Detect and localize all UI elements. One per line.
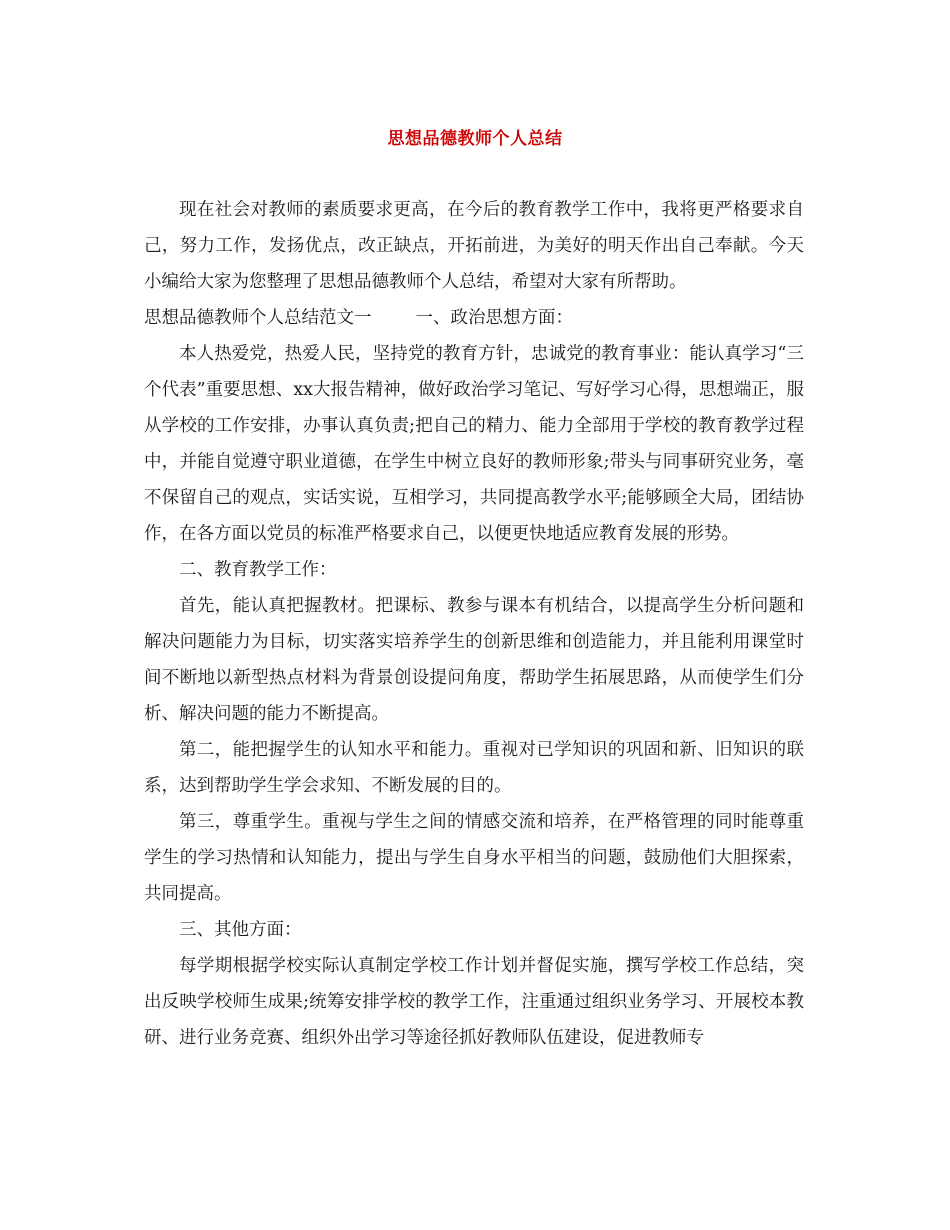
section3-paragraph-1: 每学期根据学校实际认真制定学校工作计划并督促实施，撰写学校工作总结，突出反映学校师生成果;统筹安排学校的教学工作，注重通过组织业务学习、开展校本教研、进行业务竞赛、组织外出学习等途径抓好教师队伍建设，促进教师专 — [144, 956, 804, 1048]
section1-heading: 一、政治思想方面： — [415, 308, 573, 328]
sample-label: 思想品德教师个人总结范文一 — [144, 308, 372, 328]
document-body — [144, 192, 804, 1056]
sample-heading-line — [144, 300, 804, 336]
section2-paragraph-3: 第三，尊重学生。重视与学生之间的情感交流和培养，在严格管理的同时能尊重学生的学习热情和认知能力，提出与学生自身水平相当的问题，鼓励他们大胆探索，共同提高。 — [144, 812, 804, 904]
section3-heading: 三、其他方面： — [179, 920, 302, 940]
section2-paragraph-1: 首先，能认真把握教材。把课标、教参与课本有机结合，以提高学生分析问题和解决问题能力为目标，切实落实培养学生的创新思维和创造能力，并且能利用课堂时间不断地以新型热点材料为背景创设提问角度，帮助学生拓展思路，从而使学生们分析、解决问题的能力不断提高。 — [144, 596, 804, 724]
document-title: 思想品德教师个人总结 — [387, 129, 563, 149]
section2-heading: 二、教育教学工作： — [179, 560, 337, 580]
section1-body: 本人热爱党，热爱人民，坚持党的教育方针，忠诚党的教育事业：能认真学习“三个代表”重要思想、xx大报告精神，做好政治学习笔记、写好学习心得，思想端正，服从学校的工作安排，办事认真负责;把自己的精力、能力全部用于学校的教育教学过程中，并能自觉遵守职业道德，在学生中树立良好的教师形象;带头与同事研究业务，毫不保留自己的观点，实话实说，互相学习，共同提高教学水平;能够顾全大局，团结协作，在各方面以党员的标准严格要求自己，以便更快地适应教育发展的形势。 — [144, 344, 804, 544]
section2-paragraph-2: 第二，能把握学生的认知水平和能力。重视对已学知识的巩固和新、旧知识的联系，达到帮助学生学会求知、不断发展的目的。 — [144, 740, 804, 796]
intro-paragraph: 现在社会对教师的素质要求更高，在今后的教育教学工作中，我将更严格要求自己，努力工作，发扬优点，改正缺点，开拓前进，为美好的明天作出自己奉献。今天小编给大家为您整理了思想品德教师个人总结，希望对大家有所帮助。 — [144, 200, 804, 292]
